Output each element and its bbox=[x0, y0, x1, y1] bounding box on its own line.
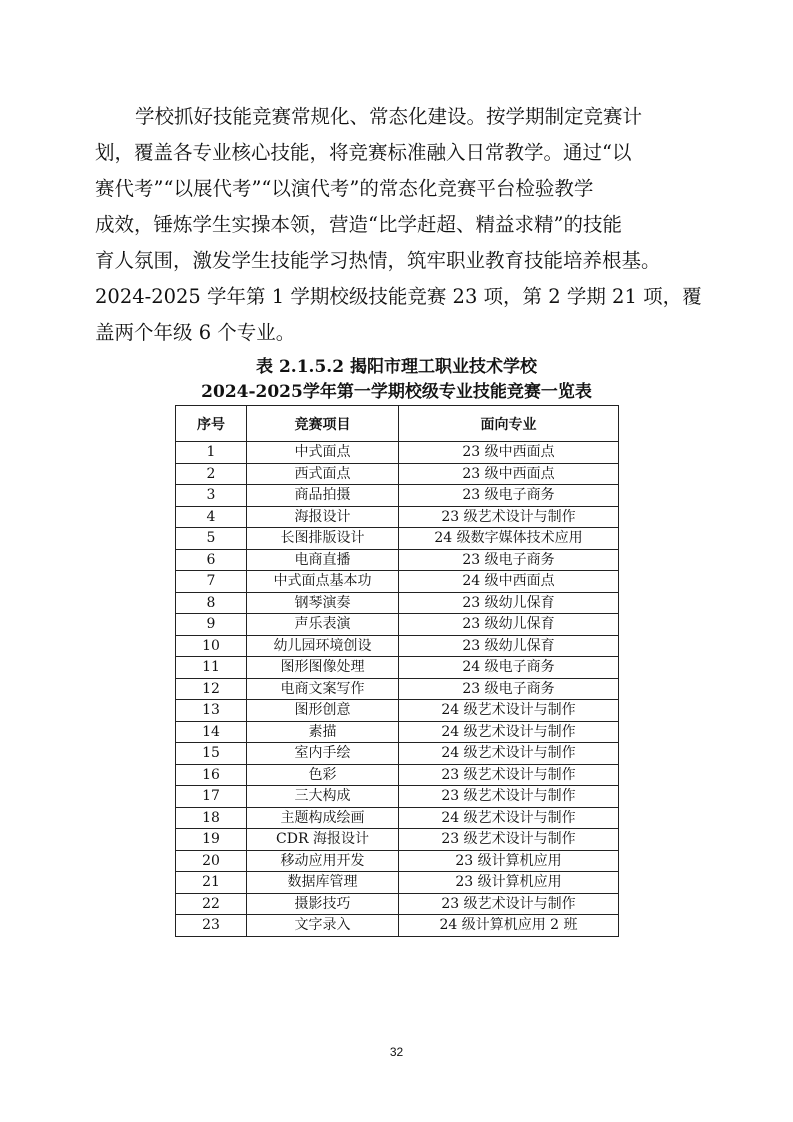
event-name: 海报设计 bbox=[247, 506, 399, 528]
row-index: 11 bbox=[176, 657, 247, 679]
table-row bbox=[176, 614, 619, 636]
target-major: 23 级幼儿保育 bbox=[399, 592, 619, 614]
table-row bbox=[176, 893, 619, 915]
table-row bbox=[176, 571, 619, 593]
target-major: 24 级艺术设计与制作 bbox=[399, 721, 619, 743]
table-header-row bbox=[176, 406, 619, 442]
event-name: 文字录入 bbox=[247, 915, 399, 937]
row-index: 13 bbox=[176, 700, 247, 722]
target-major: 23 级计算机应用 bbox=[399, 850, 619, 872]
table-row bbox=[176, 463, 619, 485]
target-major: 23 级幼儿保育 bbox=[399, 614, 619, 636]
table-body bbox=[176, 442, 619, 937]
event-name: 主题构成绘画 bbox=[247, 807, 399, 829]
row-index: 16 bbox=[176, 764, 247, 786]
event-name: 西式面点 bbox=[247, 463, 399, 485]
target-major: 24 级数字媒体技术应用 bbox=[399, 528, 619, 550]
target-major: 23 级电子商务 bbox=[399, 549, 619, 571]
event-name: 素描 bbox=[247, 721, 399, 743]
event-name: 室内手绘 bbox=[247, 743, 399, 765]
row-index: 1 bbox=[176, 442, 247, 464]
row-index: 9 bbox=[176, 614, 247, 636]
target-major: 24 级艺术设计与制作 bbox=[399, 700, 619, 722]
table-row bbox=[176, 915, 619, 937]
row-index: 23 bbox=[176, 915, 247, 937]
event-name: 电商直播 bbox=[247, 549, 399, 571]
row-index: 12 bbox=[176, 678, 247, 700]
target-major: 23 级幼儿保育 bbox=[399, 635, 619, 657]
paragraph-line: 成效，锤炼学生实操本领，营造“比学赶超、精益求精”的技能 bbox=[95, 213, 622, 236]
row-index: 20 bbox=[176, 850, 247, 872]
target-major: 23 级艺术设计与制作 bbox=[399, 829, 619, 851]
row-index: 14 bbox=[176, 721, 247, 743]
row-index: 17 bbox=[176, 786, 247, 808]
target-major: 23 级艺术设计与制作 bbox=[399, 893, 619, 915]
target-major: 24 级计算机应用 2 班 bbox=[399, 915, 619, 937]
event-name: 数据库管理 bbox=[247, 872, 399, 894]
target-major: 24 级艺术设计与制作 bbox=[399, 807, 619, 829]
table-row bbox=[176, 807, 619, 829]
row-index: 4 bbox=[176, 506, 247, 528]
row-index: 2 bbox=[176, 463, 247, 485]
target-major: 23 级电子商务 bbox=[399, 678, 619, 700]
event-name: 钢琴演奏 bbox=[247, 592, 399, 614]
event-name: 幼儿园环境创设 bbox=[247, 635, 399, 657]
row-index: 21 bbox=[176, 872, 247, 894]
event-name: 中式面点 bbox=[247, 442, 399, 464]
table-row bbox=[176, 592, 619, 614]
table-caption-subtitle: 2024-2025学年第一学期校级专业技能竞赛一览表 bbox=[201, 382, 592, 402]
event-name: 图形图像处理 bbox=[247, 657, 399, 679]
table-row bbox=[176, 721, 619, 743]
page-number: 32 bbox=[389, 1045, 404, 1059]
row-index: 5 bbox=[176, 528, 247, 550]
event-name: 电商文案写作 bbox=[247, 678, 399, 700]
target-major: 23 级艺术设计与制作 bbox=[399, 764, 619, 786]
table-row bbox=[176, 786, 619, 808]
event-name: 图形创意 bbox=[247, 700, 399, 722]
header-event: 竞赛项目 bbox=[247, 406, 399, 442]
row-index: 18 bbox=[176, 807, 247, 829]
header-major: 面向专业 bbox=[399, 406, 619, 442]
table-row bbox=[176, 700, 619, 722]
table-row bbox=[176, 442, 619, 464]
table-row bbox=[176, 829, 619, 851]
event-name: 商品拍摄 bbox=[247, 485, 399, 507]
table-row bbox=[176, 743, 619, 765]
event-name: 中式面点基本功 bbox=[247, 571, 399, 593]
row-index: 22 bbox=[176, 893, 247, 915]
table-row bbox=[176, 635, 619, 657]
table-row bbox=[176, 764, 619, 786]
table-row bbox=[176, 850, 619, 872]
event-name: 移动应用开发 bbox=[247, 850, 399, 872]
row-index: 6 bbox=[176, 549, 247, 571]
row-index: 7 bbox=[176, 571, 247, 593]
paragraph-line: 学校抓好技能竞赛常规化、常态化建设。按学期制定竞赛计 bbox=[135, 105, 643, 128]
event-name: 三大构成 bbox=[247, 786, 399, 808]
table-caption-title: 表 2.1.5.2 揭阳市理工职业技术学校 bbox=[256, 357, 537, 377]
target-major: 23 级电子商务 bbox=[399, 485, 619, 507]
event-name: 声乐表演 bbox=[247, 614, 399, 636]
event-name: CDR 海报设计 bbox=[247, 829, 399, 851]
table-row bbox=[176, 657, 619, 679]
event-name: 长图排版设计 bbox=[247, 528, 399, 550]
table-row bbox=[176, 485, 619, 507]
target-major: 24 级艺术设计与制作 bbox=[399, 743, 619, 765]
row-index: 10 bbox=[176, 635, 247, 657]
table-row bbox=[176, 678, 619, 700]
event-name: 摄影技巧 bbox=[247, 893, 399, 915]
target-major: 24 级电子商务 bbox=[399, 657, 619, 679]
target-major: 23 级中西面点 bbox=[399, 442, 619, 464]
competition-table bbox=[175, 405, 619, 937]
paragraph-line: 划，覆盖各专业核心技能，将竞赛标准融入日常教学。通过“以 bbox=[95, 141, 632, 164]
target-major: 23 级计算机应用 bbox=[399, 872, 619, 894]
row-index: 19 bbox=[176, 829, 247, 851]
row-index: 15 bbox=[176, 743, 247, 765]
table-row bbox=[176, 506, 619, 528]
target-major: 23 级中西面点 bbox=[399, 463, 619, 485]
row-index: 8 bbox=[176, 592, 247, 614]
paragraph-line: 盖两个年级 6 个专业。 bbox=[95, 321, 296, 344]
paragraph-line: 育人氛围，激发学生技能学习热情，筑牢职业教育技能培养根基。 bbox=[95, 249, 661, 272]
target-major: 24 级中西面点 bbox=[399, 571, 619, 593]
target-major: 23 级艺术设计与制作 bbox=[399, 786, 619, 808]
paragraph-line: 2024-2025 学年第 1 学期校级技能竞赛 23 项，第 2 学期 21 项，覆 bbox=[95, 285, 702, 308]
target-major: 23 级艺术设计与制作 bbox=[399, 506, 619, 528]
table-row bbox=[176, 872, 619, 894]
body-paragraph bbox=[95, 99, 703, 351]
table-row bbox=[176, 549, 619, 571]
paragraph-line: 赛代考”“以展代考”“以演代考”的常态化竞赛平台检验教学 bbox=[95, 177, 594, 200]
row-index: 3 bbox=[176, 485, 247, 507]
table-row bbox=[176, 528, 619, 550]
event-name: 色彩 bbox=[247, 764, 399, 786]
header-index: 序号 bbox=[176, 406, 247, 442]
